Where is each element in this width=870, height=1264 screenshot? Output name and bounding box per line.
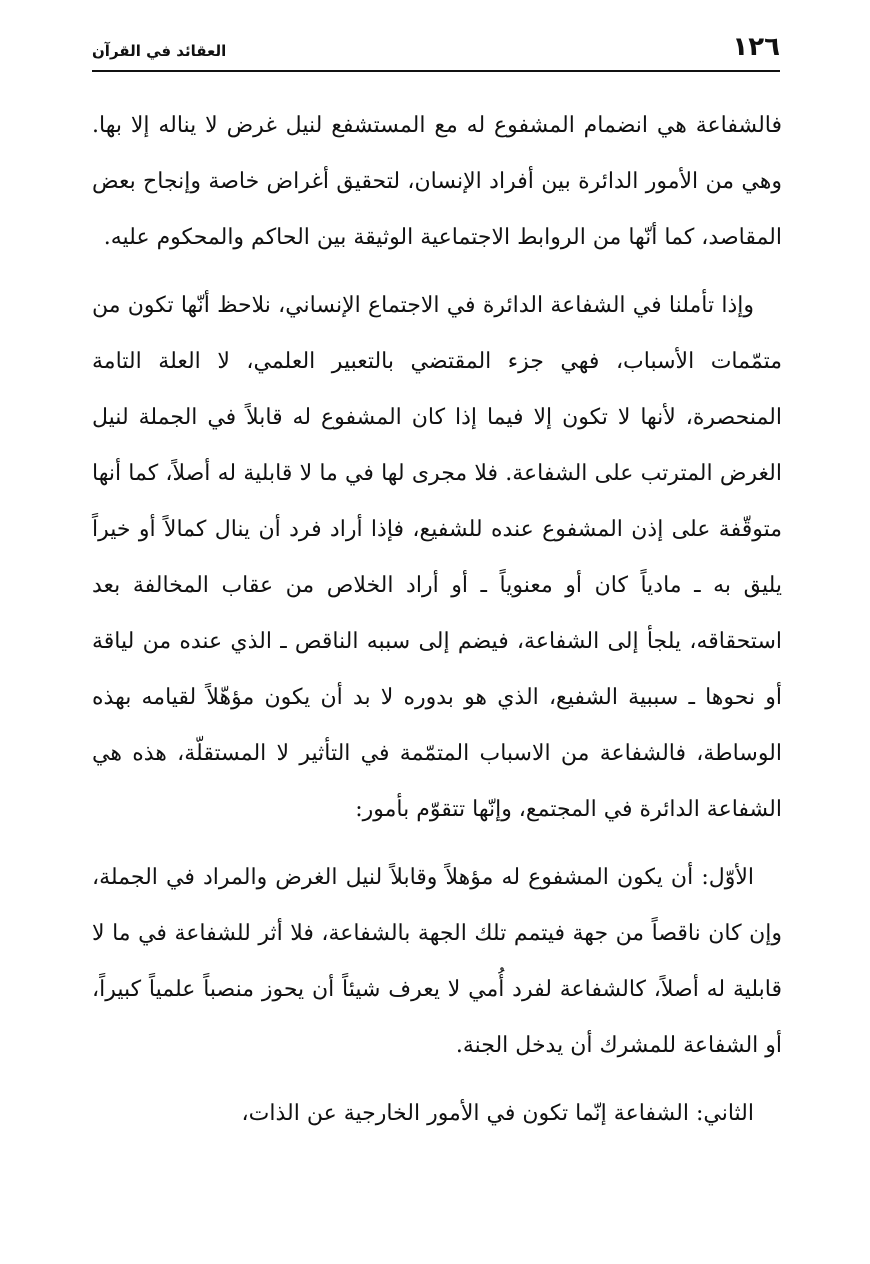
- body-text: [92, 98, 782, 1142]
- running-header: [92, 30, 780, 72]
- book-title: العقائد في القرآن: [92, 42, 227, 60]
- paragraph-analysis: وإذا تأملنا في الشفاعة الدائرة في الاجتماع الإنساني، نلاحظ أنّها تكون من متمّمات الأسباب، فهي جزء المقتضي بالتعبير العلمي، لا العلة التامة المنحصرة، لأنها لا تكون إلا فيما إذا كان المشفوع له قابلاً في الجملة لنيل الغرض المترتب على الشفاعة. فلا مجرى لها في ما لا قابلية له أصلاً، كما أنها متوقّفة على إذن المشفوع عنده للشفيع، فإذا أراد فرد أن ينال كمالاً أو خيراً يليق به ـ مادياً كان أو معنوياً ـ أو أراد الخلاص من عقاب المخالفة بعد استحقاقه، يلجأ إلى الشفاعة، فيضم إلى سببه الناقص ـ الذي عنده من لياقة أو نحوها ـ سببية الشفيع، الذي هو بدوره لا بد أن يكون مؤهّلاً لقيامه بهذه الوساطة، فالشفاعة من الاسباب المتمّمة في التأثير لا المستقلّة، هذه هي الشفاعة الدائرة في المجتمع، وإنّها تتقوّم بأمور:: [92, 293, 783, 822]
- paragraph-first-condition: الأوّل: أن يكون المشفوع له مؤهلاً وقابلاً لنيل الغرض والمراد في الجملة، وإن كان ناقصاً من جهة فيتمم تلك الجهة بالشفاعة، فلا أثر للشفاعة في ما لا قابلية له أصلاً، كالشفاعة لفرد أُمي لا يعرف شيئاً أن يحوز منصباً علمياً كبيراً، أو الشفاعة للمشرك أن يدخل الجنة.: [92, 865, 782, 1058]
- page-number: ١٢٦: [732, 32, 780, 62]
- paragraph-definition: فالشفاعة هي انضمام المشفوع له مع المستشفع لنيل غرض لا يناله إلا بها. وهي من الأمور الدائرة بين أفراد الإنسان، لتحقيق أغراض خاصة وإنجاح بعض المقاصد، كما أنّها من الروابط الاجتماعية الوثيقة بين الحاكم والمحكوم عليه.: [92, 113, 782, 250]
- paragraph-second-condition: الثاني: الشفاعة إنّما تكون في الأمور الخارجية عن الذات،: [241, 1101, 754, 1126]
